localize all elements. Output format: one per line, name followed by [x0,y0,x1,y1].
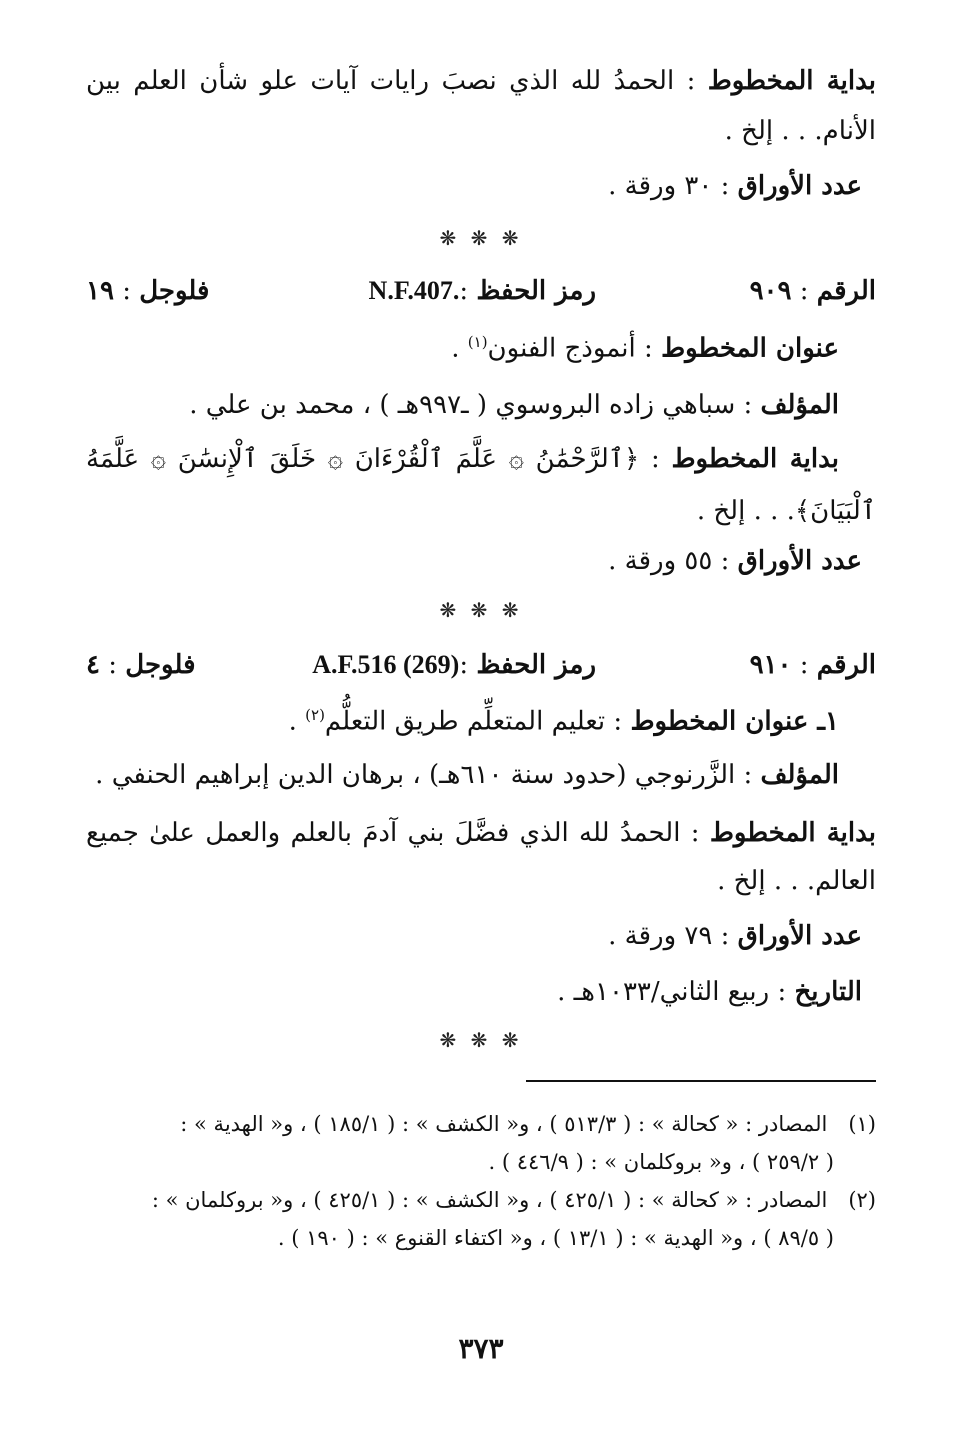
entry-prev-leaves: عدد الأوراق : ٣٠ ورقة . [608,171,862,201]
shelf-code: رمز الحفظ : N.F.407. [368,276,596,306]
footnote-2-line2: ( ٨٩/٥ ) ، و« الهدية » : ( ١٣/١ ) ، و« اكتفاء القنوع » : ( ١٩٠ ) . [277,1226,834,1250]
entry-910-author: المؤلف : الزَّرنوجي (حدود سنة ٦١٠هـ) ، برهان الدين إبراهيم الحنفي . [95,760,839,790]
shelf-code: رمز الحفظ : A.F.516 (269) [312,650,596,680]
entry-910-start-line1: بداية المخطوط : الحمدُ لله الذي فضَّلَ بني آدمَ بالعلم والعمل علىٰ جميع [86,818,877,848]
footnote-2-line1: (٢) المصادر : « كحالة » : ( ٤٢٥/١ ) ، و« الكشف » : ( ٤٢٥/١ ) ، و« بروكلمان » : [151,1188,876,1212]
footnote-ref: (٢) [305,706,325,724]
entry-910-start-line2: العالم. . . إلخ . [717,866,876,896]
footnote-mark: (١) [848,1112,876,1136]
section-separator: ❋ ❋ ❋ [439,1028,523,1052]
entry-909-start-line2: ٱلْبَيَانَ﴾. . . إلخ . [696,496,876,526]
entry-909-author: المؤلف : سباهي زاده البروسوي ( ـ٩٩٧هـ ) ، محمد بن علي . [189,390,839,420]
flugel-number: فلوجل : ٤ [86,650,196,680]
start-label: بداية المخطوط [707,66,876,96]
entry-910-title: ١ـ عنوان المخطوط : تعليم المتعلِّم طريق التعلُّم$^{(٢)}$ . [288,706,839,737]
entry-909-leaves: عدد الأوراق : ٥٥ ورقة . [608,546,862,576]
footnote-ref: (١) [467,333,488,351]
entry-909-title: عنوان المخطوط : أنموذج الفنون$^{(١)}$ . [451,333,839,364]
start-text: الحمدُ لله الذي نصبَ رايات آيات علو شأن العلم بين [86,66,675,96]
entry-910-header [86,650,876,684]
section-separator: ❋ ❋ ❋ [439,598,523,622]
entry-909-start-line1: بداية المخطوط : ﴿ٱلرَّحْمَٰنُ ۞ عَلَّمَ ٱلْقُرْءَانَ ۞ خَلَقَ ٱلْإِنسَٰنَ ۞ عَلَّمَهُ [86,444,839,474]
entry-number: الرقم : ٩١٠ [749,650,876,680]
flugel-number: فلوجل : ١٩ [86,276,210,306]
section-separator: ❋ ❋ ❋ [439,226,523,250]
footnote-1-line1: (١) المصادر : « كحالة » : ( ٥١٣/٣ ) ، و« الكشف » : ( ١٨٥/١ ) ، و« الهدية » : [180,1112,876,1136]
leaves-text: ٣٠ ورقة . [608,171,713,201]
entry-number: الرقم : ٩٠٩ [749,276,876,306]
footnote-rule [526,1080,876,1082]
entry-prev-start-line1: بداية المخطوط : الحمدُ لله الذي نصبَ رايات آيات علو شأن العلم بين [86,66,876,96]
entry-prev-start-line2: الأنام. . . إلخ . [724,116,876,146]
entry-910-leaves: عدد الأوراق : ٧٩ ورقة . [608,921,862,951]
footnote-1-line2: ( ٢٥٩/٢ ) ، و« بروكلمان » : ( ٤٤٦/٩ ) . [488,1150,834,1174]
footnote-mark: (٢) [848,1188,876,1212]
entry-909-header [86,276,876,310]
entry-910-date: التاريخ : ربيع الثاني/١٠٣٣هـ . [557,977,862,1007]
leaves-label: عدد الأوراق [737,171,862,201]
page-number: ٣٧٣ [458,1332,504,1365]
